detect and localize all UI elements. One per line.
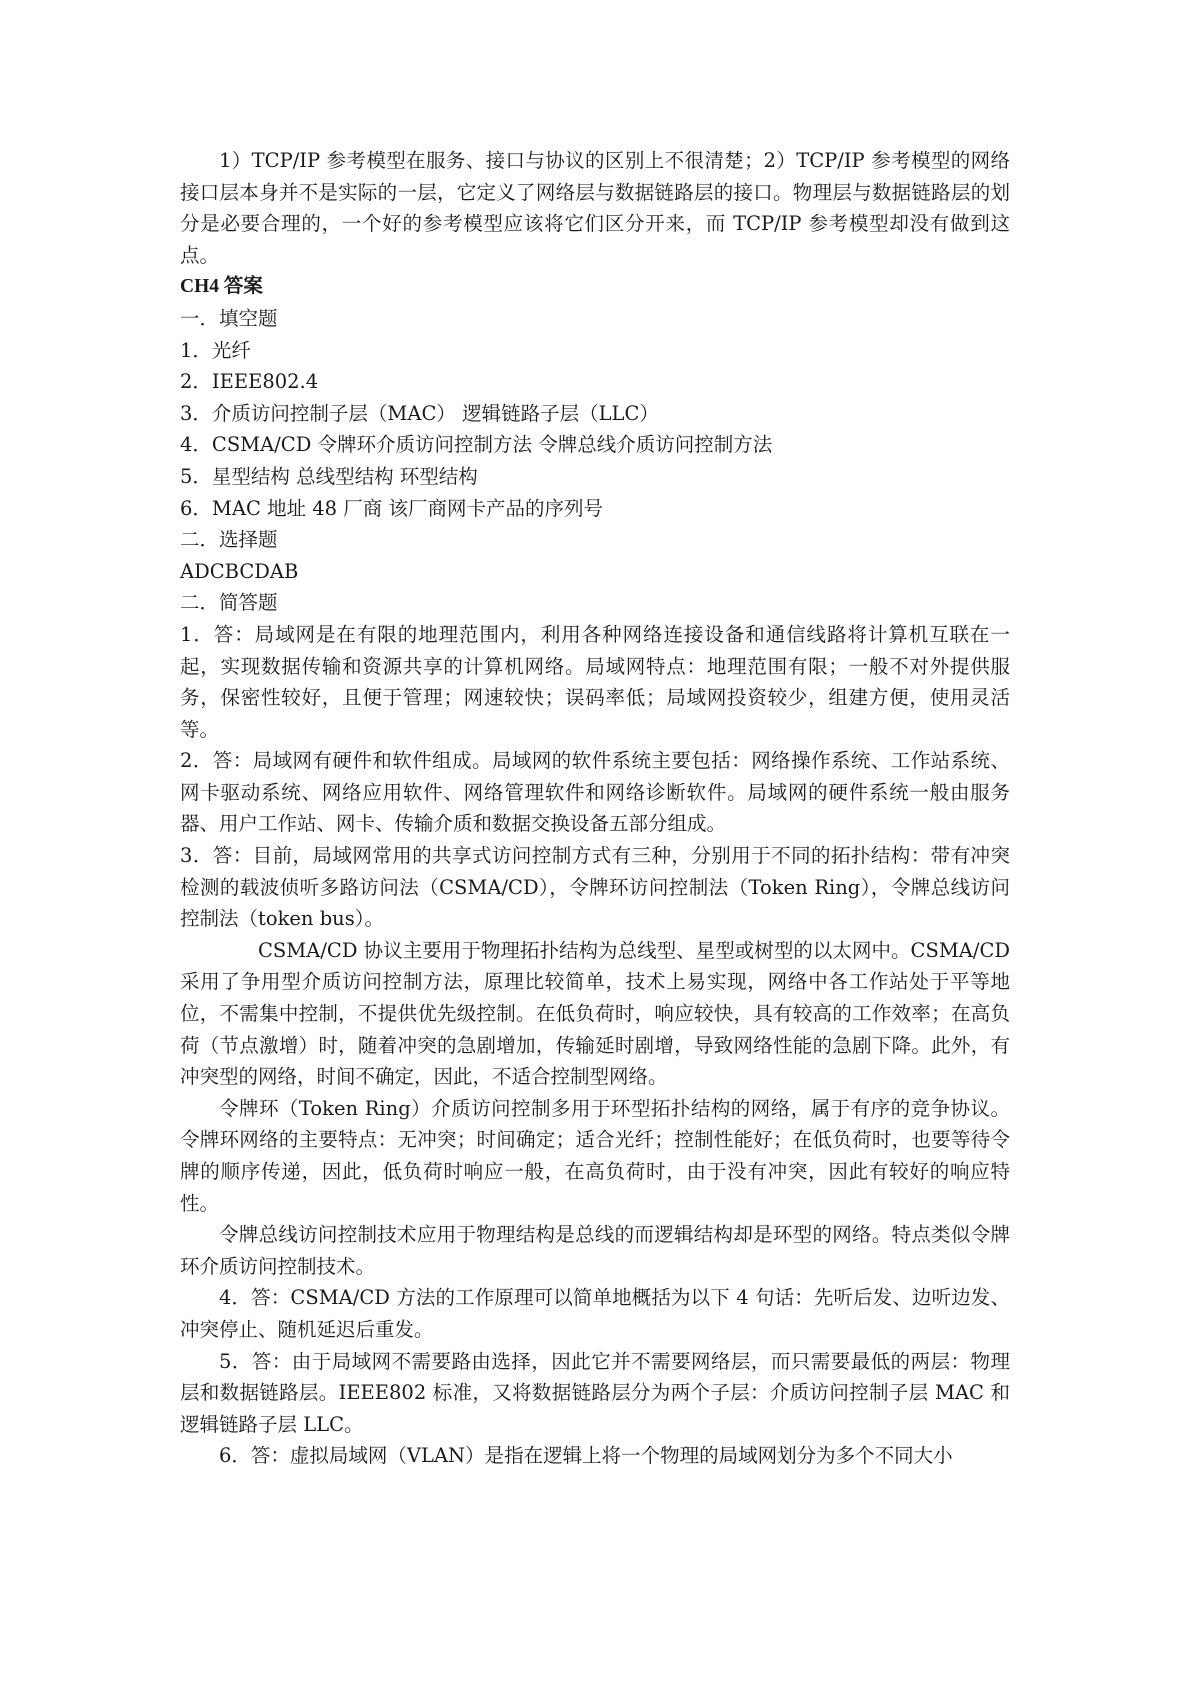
choice-heading: 二．选择题 [180,528,278,552]
fill-item: 3．介质访问控制子层（MAC） 逻辑链路子层（LLC） [180,401,659,425]
answer-5: 5．答：由于局域网不需要路由选择，因此它并不需要网络层，而只需要最低的两层：物理层和数据链路层。IEEE802 标准，又将数据链路层分为两个子层：介质访问控制子层 MAC 和逻辑链路子层 LLC。 [180,1349,1010,1436]
short-answer-heading: 二．简答题 [180,591,278,615]
answer-3-csma-paragraph: CSMA/CD 协议主要用于物理拓扑结构为总线型、星型或树型的以太网中。CSMA/CD 采用了争用型介质访问控制方法，原理比较简单，技术上易实现，网络中各工作站处于平等地位，不需集中控制，不提供优先级控制。在低负荷时，响应较快，具有较高的工作效率；在高负荷（节点激增）时，随着冲突的急剧增加，传输延时剧增，导致网络性能的急剧下降。此外，有冲突型的网络，时间不确定，因此，不适合控制型网络。 [180,938,1010,1089]
fill-item: 4．CSMA/CD 令牌环介质访问控制方法 令牌总线介质访问控制方法 [180,433,773,457]
answer-3-token-ring-paragraph: 令牌环（Token Ring）介质访问控制多用于环型拓扑结构的网络，属于有序的竞争协议。令牌环网络的主要特点：无冲突；时间确定；适合光纤；控制性能好；在低负荷时，也要等待令牌的顺序传递，因此，低负荷时响应一般，在高负荷时，由于没有冲突，因此有较好的响应特性。 [180,1096,1010,1215]
fill-item: 1．光纤 [180,338,251,362]
chapter-title: CH4 答案 [180,276,263,298]
choice-answer: ADCBCDAB [180,559,299,583]
answer-4: 4．答：CSMA/CD 方法的工作原理可以简单地概括为以下 4 句话：先听后发、边听边发、冲突停止、随机延迟后重发。 [180,1286,1010,1341]
intro-paragraph: 1）TCP/IP 参考模型在服务、接口与协议的区别上不很清楚；2）TCP/IP 参考模型的网络接口层本身并不是实际的一层，它定义了网络层与数据链路层的接口。物理层与数据链路层的划分是必要合理的，一个好的参考模型应该将它们区分开来，而 TCP/IP 参考模型却没有做到这点。 [180,149,1010,267]
answer-2: 2．答：局域网有硬件和软件组成。局域网的软件系统主要包括：网络操作系统、工作站系统、网卡驱动系统、网络应用软件、网络管理软件和网络诊断软件。局域网的硬件系统一般由服务器、用户工作站、网卡、传输介质和数据交换设备五部分组成。 [180,749,1010,836]
answer-3-token-bus-paragraph: 令牌总线访问控制技术应用于物理结构是总线的而逻辑结构却是环型的网络。特点类似令牌环介质访问控制技术。 [180,1223,1010,1278]
fill-item: 6．MAC 地址 48 厂商 该厂商网卡产品的序列号 [180,496,603,520]
answer-3: 3．答：目前，局域网常用的共享式访问控制方式有三种，分别用于不同的拓扑结构：带有冲突检测的载波侦听多路访问法（CSMA/CD），令牌环访问控制法（Token Ring），令牌总线访问控制法（token bus）。 [180,844,1010,931]
answer-1: 1．答：局域网是在有限的地理范围内，利用各种网络连接设备和通信线路将计算机互联在一起，实现数据传输和资源共享的计算机网络。局域网特点：地理范围有限；一般不对外提供服务，保密性较好，且便于管理；网速较快；误码率低；局域网投资较少，组建方便，使用灵活等。 [180,622,1010,741]
document-page [180,145,1010,1472]
fill-item: 2．IEEE802.4 [180,370,319,394]
fill-item: 5．星型结构 总线型结构 环型结构 [180,464,478,488]
answer-6: 6．答：虚拟局域网（VLAN）是指在逻辑上将一个物理的局域网划分为多个不同大小 [219,1444,953,1468]
fill-heading: 一．填空题 [180,306,278,330]
